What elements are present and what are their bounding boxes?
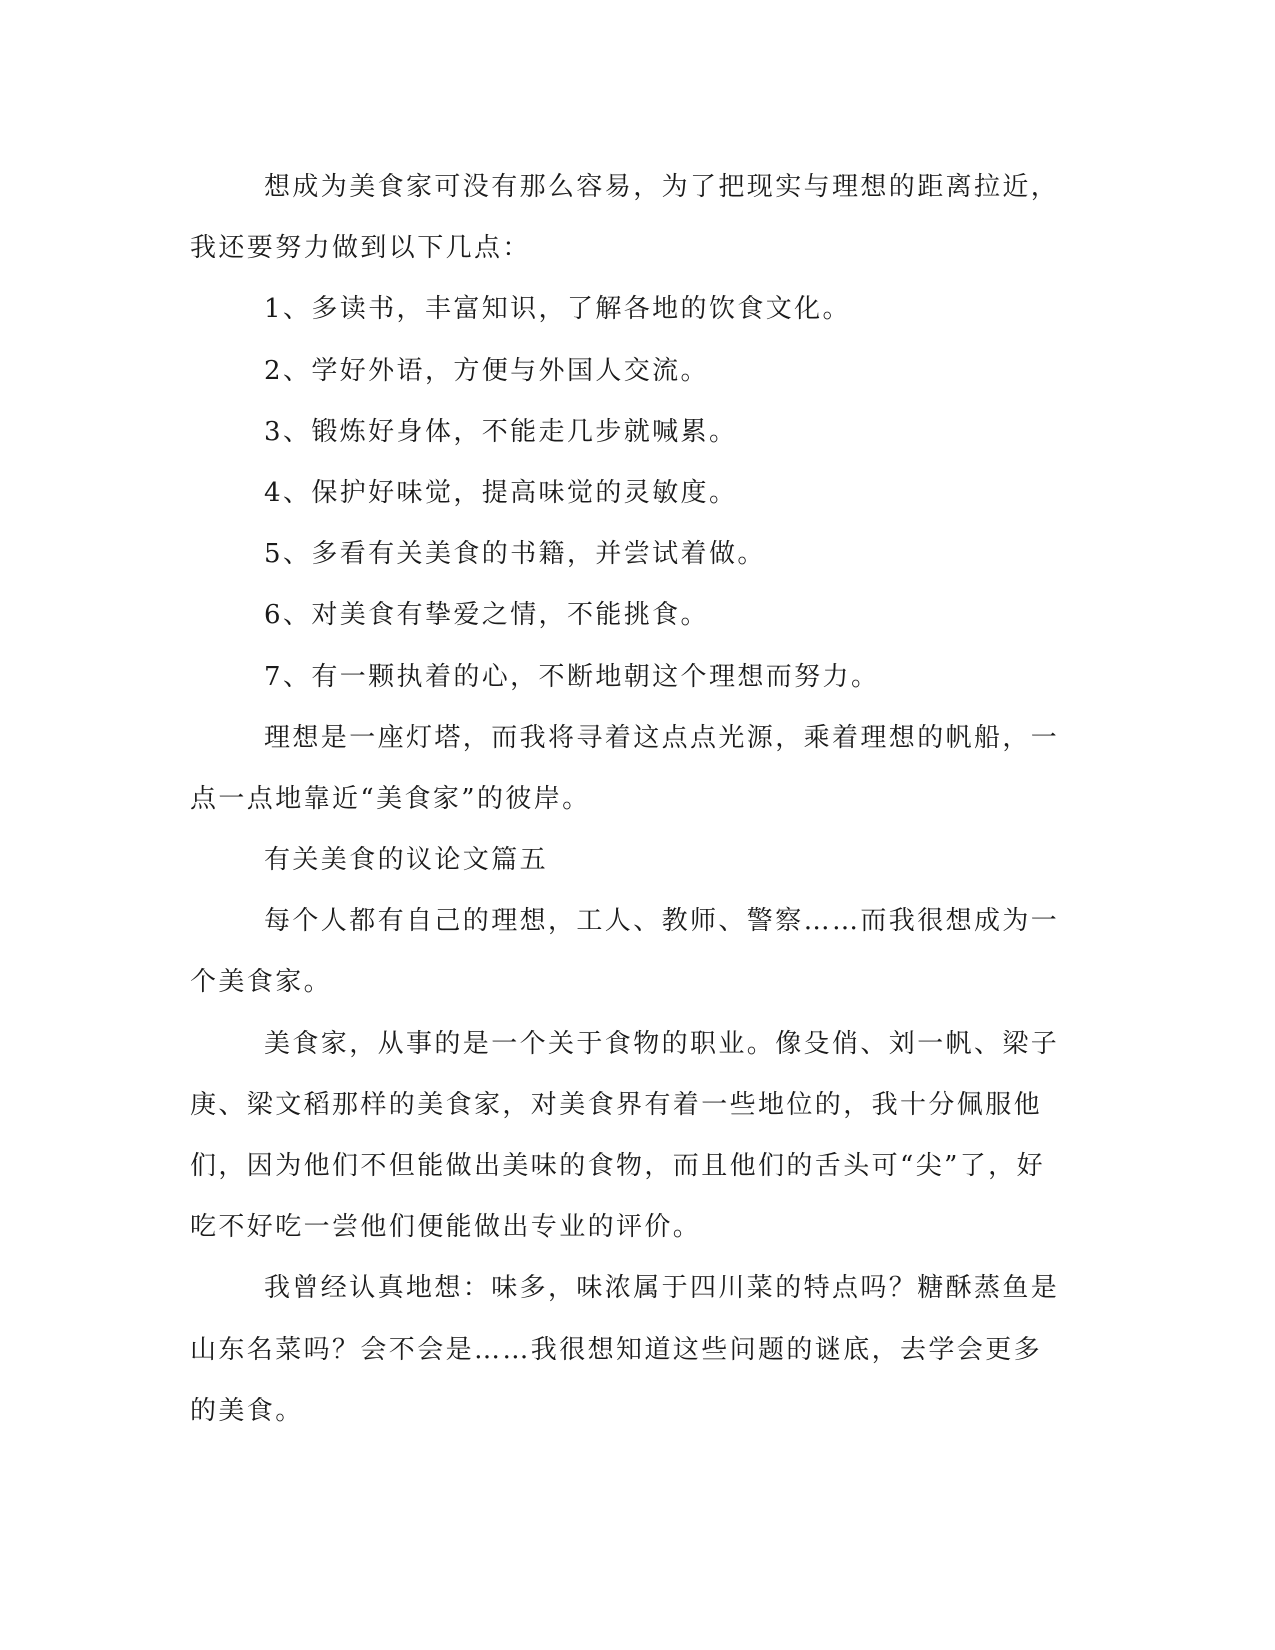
list-item: 4、保护好味觉，提高味觉的灵敏度。 [264, 477, 738, 508]
paragraph-line: 想成为美食家可没有那么容易，为了把现实与理想的距离拉近， [264, 172, 1060, 202]
paragraph-line: 每个人都有自己的理想，工人、教师、警察……而我很想成为一 [264, 906, 1060, 937]
paragraph-line: 的美食。 [190, 1395, 304, 1426]
paragraph-line: 理想是一座灯塔，而我将寻着这点点光源，乘着理想的帆船，一 [264, 722, 1060, 753]
paragraph-line: 们，因为他们不但能做出美味的食物，而且他们的舌头可“尖”了，好 [190, 1151, 1045, 1181]
paragraph-line: 庚、梁文稻那样的美食家，对美食界有着一些地位的，我十分佩服他 [190, 1089, 1043, 1120]
paragraph-line: 我曾经认真地想：味多，味浓属于四川菜的特点吗？糖酥蒸鱼是 [264, 1273, 1060, 1304]
paragraph-line: 吃不好吃一尝他们便能做出专业的评价。 [190, 1212, 702, 1243]
list-item: 6、对美食有挚爱之情，不能挑食。 [264, 600, 709, 631]
paragraph-line: 点一点地靠近“美食家”的彼岸。 [190, 783, 591, 814]
list-item: 5、多看有关美食的书籍，并尝试着做。 [264, 539, 766, 570]
list-item: 2、学好外语，方便与外国人交流。 [264, 355, 709, 386]
section-heading: 有关美食的议论文篇五 [264, 845, 549, 876]
list-item: 1、多读书，丰富知识，了解各地的饮食文化。 [264, 294, 851, 325]
paragraph-line: 我还要努力做到以下几点： [190, 233, 531, 264]
list-item: 3、锻炼好身体，不能走几步就喊累。 [264, 416, 738, 447]
document-body [190, 157, 1085, 1442]
paragraph-line: 个美食家。 [190, 967, 333, 998]
list-item: 7、有一颗执着的心，不断地朝这个理想而努力。 [264, 661, 880, 692]
paragraph-line: 山东名菜吗？会不会是……我很想知道这些问题的谜底，去学会更多 [190, 1334, 1043, 1365]
paragraph-line: 美食家，从事的是一个关于食物的职业。像殳俏、刘一帆、梁子 [264, 1028, 1060, 1059]
